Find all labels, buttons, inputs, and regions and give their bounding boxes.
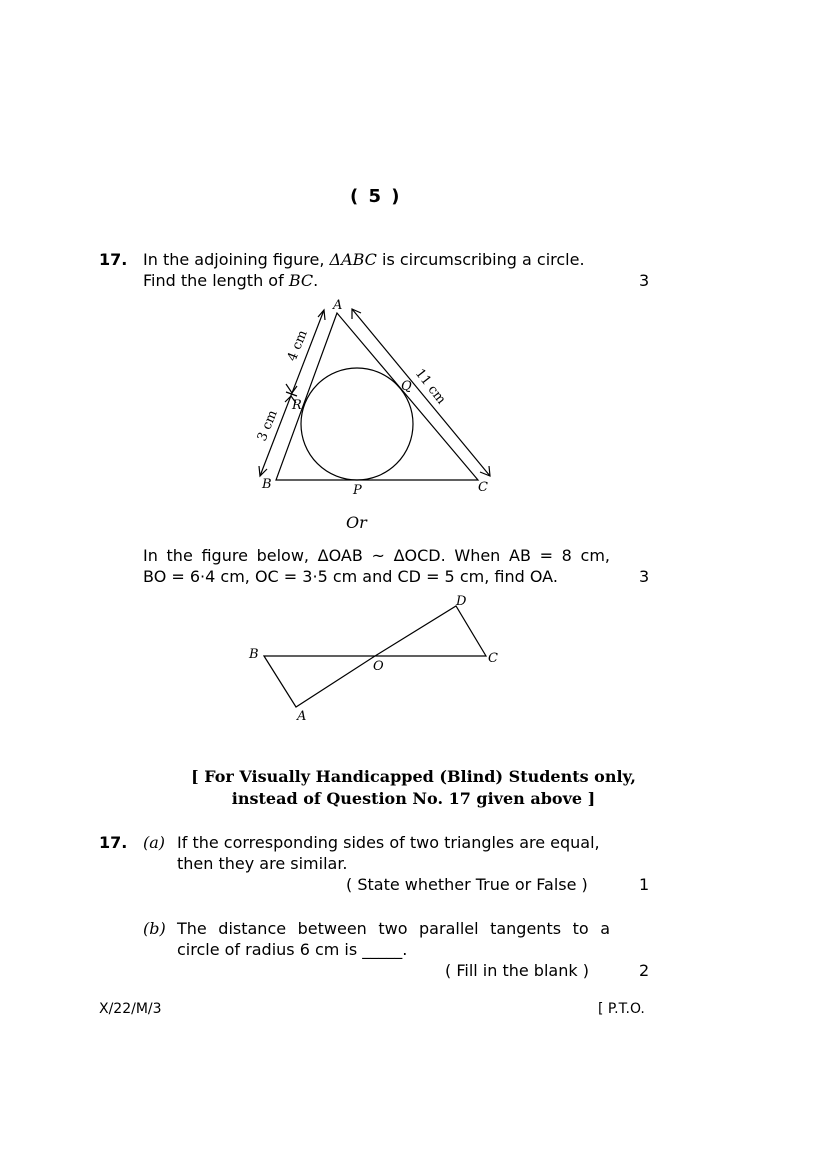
part-b-line-1: The distance between two parallel tangents to a [177, 919, 610, 938]
part-a-label: (a) [143, 833, 166, 852]
part-b-instruction: ( Fill in the blank ) [445, 961, 589, 980]
paper-code: X/22/M/3 [99, 1001, 162, 1017]
length-rb: 3 cm [254, 408, 281, 444]
label-a: A [297, 709, 307, 724]
triangle-ocd [375, 606, 486, 656]
blind-heading-line-1: [ For Visually Handicapped (Blind) Students only, [191, 767, 636, 786]
alternative-marks: 3 [639, 567, 650, 586]
length-ac: 11 cm [411, 366, 449, 408]
question-text: In the adjoining figure, [143, 250, 330, 269]
label-q: Q [401, 379, 412, 394]
part-b-line-2: circle of radius 6 cm is _____. [177, 940, 408, 959]
label-d: D [456, 594, 467, 609]
part-a-line-2: then they are similar. [177, 854, 348, 873]
part-a-line-1: If the corresponding sides of two triangles are equal, [177, 833, 600, 852]
alternative-question-line-1: In the figure below, ΔOAB ~ ΔOCD. When AB = 8 cm, [143, 546, 610, 565]
question-text: Find the length of [143, 271, 289, 290]
alternative-question-line-2: BO = 6·4 cm, OC = 3·5 cm and CD = 5 cm, find OA. [143, 567, 558, 586]
marks: 3 [639, 271, 650, 290]
segment-symbol: BC [288, 271, 314, 290]
part-a-instruction: ( State whether True or False ) [346, 875, 588, 894]
label-b: B [249, 647, 259, 662]
or-separator: Or [346, 513, 367, 532]
label-b: B [262, 477, 272, 492]
part-a-marks: 1 [639, 875, 650, 894]
part-b-label: (b) [143, 919, 166, 938]
label-p: P [353, 483, 362, 498]
triangle-symbol: ΔABC [329, 250, 377, 269]
question-text: is circumscribing a circle. [376, 250, 585, 269]
label-c: C [488, 651, 498, 666]
question-text: . [313, 271, 319, 290]
length-ar: 4 cm [284, 328, 311, 364]
label-a: A [333, 298, 343, 313]
part-b-marks: 2 [639, 961, 650, 980]
question-number: 17. [99, 250, 128, 269]
label-c: C [478, 480, 488, 495]
question-number: 17. [99, 833, 128, 852]
triangle-oab [264, 656, 375, 707]
blind-heading-line-2: instead of Question No. 17 given above ] [231, 789, 596, 808]
please-turn-over: [ P.T.O. [598, 1001, 645, 1017]
label-r: R [292, 398, 302, 413]
label-o: O [373, 659, 384, 674]
page-number: ( 5 ) [350, 186, 402, 207]
